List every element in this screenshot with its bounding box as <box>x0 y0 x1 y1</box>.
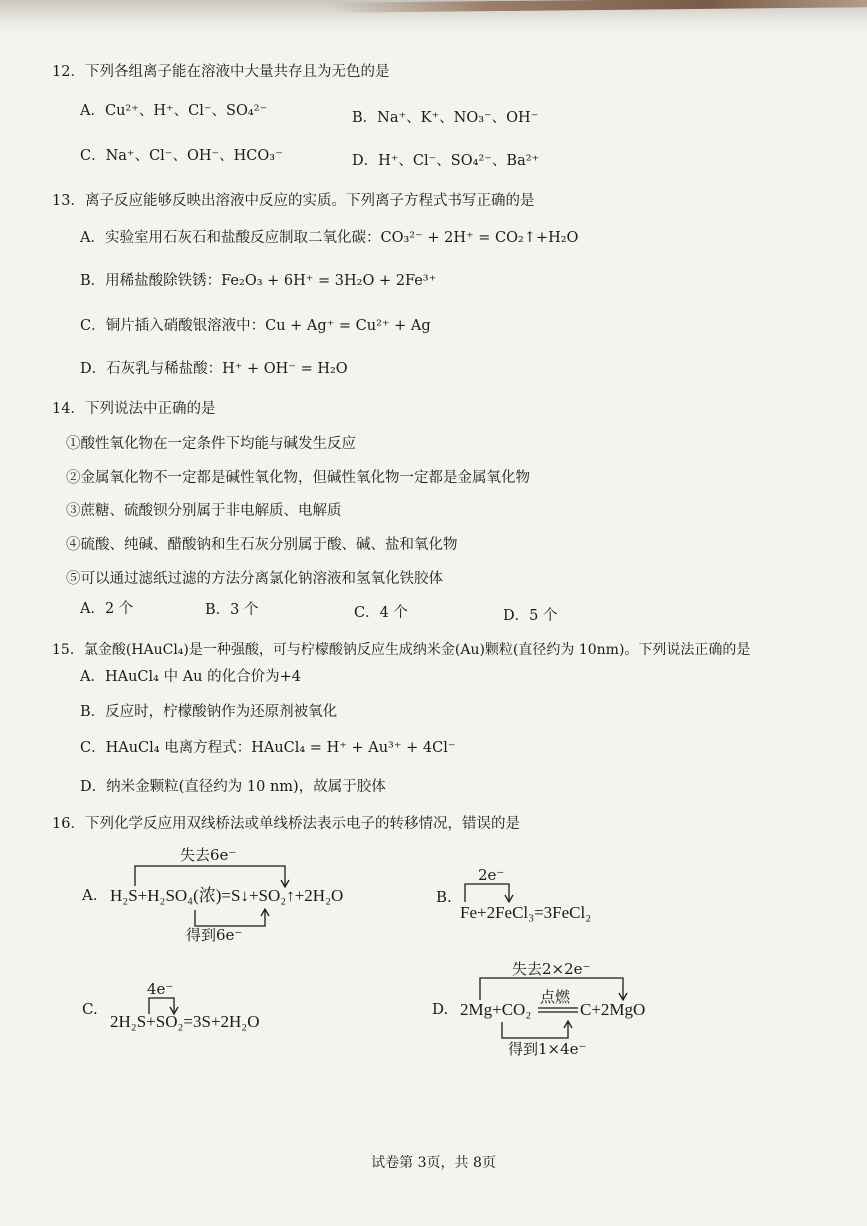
q13-option-d: D．石灰乳与稀盐酸：H⁺ + OH⁻ = H₂O <box>80 361 348 377</box>
q14-option-c: C．4 个 <box>354 605 408 621</box>
q14-statement-3: ③蔗糖、硫酸钡分别属于非电解质、电解质 <box>66 503 342 519</box>
q13-option-c: C．铜片插入硝酸银溶液中：Cu + Ag⁺ = Cu²⁺ + Ag <box>80 318 431 334</box>
q15-option-a: A．HAuCl₄ 中 Au 的化合价为+4 <box>80 669 301 685</box>
q16-b-top-label: 2e⁻ <box>478 866 505 884</box>
q16-a-top-label: 失去6e⁻ <box>180 846 237 864</box>
q12-option-b: B．Na⁺、K⁺、NO₃⁻、OH⁻ <box>352 110 539 126</box>
q12-stem: 12．下列各组离子能在溶液中大量共存且为无色的是 <box>52 64 390 80</box>
q16-a-bottom-label: 得到6e⁻ <box>186 926 243 944</box>
q16-a-letter: A. <box>82 886 98 904</box>
q16-d-top-label: 失去2×2e⁻ <box>512 960 591 978</box>
q13-stem: 13．离子反应能够反映出溶液中反应的实质。下列离子方程式书写正确的是 <box>52 193 535 209</box>
q16-b-letter: B. <box>436 888 452 906</box>
q14-stem: 14．下列说法中正确的是 <box>52 401 216 417</box>
q14-statement-1: ①酸性氧化物在一定条件下均能与碱发生反应 <box>66 436 356 452</box>
q16-d-equation-right: C+2MgO <box>580 1000 646 1019</box>
q16-stem: 16．下列化学反应用双线桥法或单线桥法表示电子的转移情况，错误的是 <box>52 816 520 832</box>
q12-option-c: C．Na⁺、Cl⁻、OH⁻、HCO₃⁻ <box>80 148 283 164</box>
q15-option-c: C．HAuCl₄ 电离方程式：HAuCl₄ = H⁺ + Au³⁺ + 4Cl⁻ <box>80 740 456 756</box>
q16-a-equation: H₂S+H₂SO₄(浓)=S↓+SO₂↑+2H₂O <box>110 886 344 905</box>
q16-d-letter: D. <box>432 1000 449 1018</box>
q14-statement-4: ④硫酸、纯碱、醋酸钠和生石灰分别属于酸、碱、盐和氧化物 <box>66 537 458 553</box>
q13-option-b: B．用稀盐酸除铁锈：Fe₂O₃ + 6H⁺ = 3H₂O + 2Fe³⁺ <box>80 273 437 289</box>
q12-option-a: A．Cu²⁺、H⁺、Cl⁻、SO₄²⁻ <box>80 103 268 119</box>
q16-d-bottom-label: 得到1×4e⁻ <box>508 1040 587 1058</box>
q14-option-b: B．3 个 <box>205 602 259 618</box>
q13-option-a: A．实验室用石灰石和盐酸反应制取二氧化碳：CO₃²⁻ + 2H⁺ = CO₂↑+H₂O <box>80 230 579 246</box>
q16-c-top-label: 4e⁻ <box>147 980 174 998</box>
q16-b-equation: Fe+2FeCl₃=3FeCl₂ <box>460 903 592 922</box>
page-top-edge <box>0 0 867 34</box>
q16-d-equation-left: 2Mg+CO₂ <box>460 1000 532 1019</box>
page-footer: 试卷第 3页，共 8页 <box>371 1155 496 1171</box>
q15-option-b: B．反应时，柠檬酸钠作为还原剂被氧化 <box>80 704 338 720</box>
q16-d-condition: 点燃 <box>540 988 571 1006</box>
q15-stem: 15．氯金酸(HAuCl₄)是一种强酸，可与柠檬酸钠反应生成纳米金(Au)颗粒(直径约为 10nm)。下列说法正确的是 <box>52 642 751 658</box>
q16-c-equation: 2H₂S+SO₂=3S+2H₂O <box>110 1012 260 1031</box>
q16-c-letter: C. <box>82 1000 98 1018</box>
q14-option-d: D．5 个 <box>503 608 558 624</box>
q15-option-d: D．纳米金颗粒(直径约为 10 nm)，故属于胶体 <box>80 779 386 795</box>
q14-statement-5: ⑤可以通过滤纸过滤的方法分离氯化钠溶液和氢氧化铁胶体 <box>66 571 443 587</box>
q14-statement-2: ②金属氧化物不一定都是碱性氧化物，但碱性氧化物一定都是金属氧化物 <box>66 470 530 486</box>
q12-option-d: D．H⁺、Cl⁻、SO₄²⁻、Ba²⁺ <box>352 153 540 169</box>
q14-option-a: A．2 个 <box>80 601 134 617</box>
